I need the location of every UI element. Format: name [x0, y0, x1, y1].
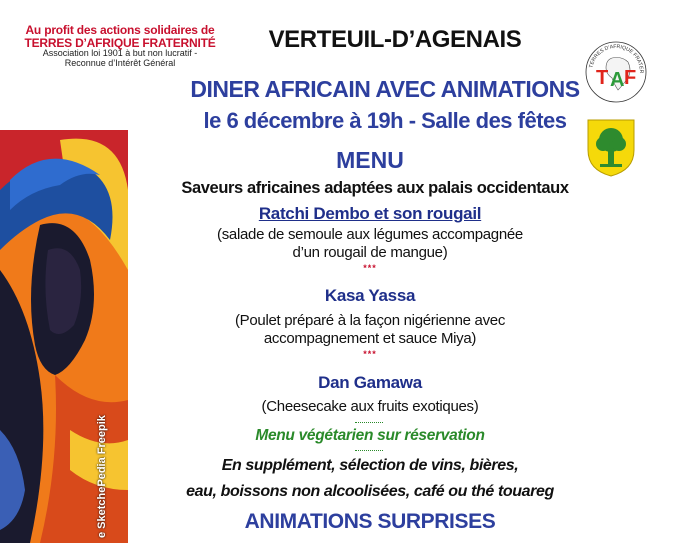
separator-stars: *** — [363, 349, 377, 359]
dotted-divider — [355, 422, 383, 423]
org-line-3: Association loi 1901 à but non lucratif - — [42, 48, 198, 59]
dish-1-description — [200, 226, 540, 263]
town-name: VERTEUIL-D’AGENAIS — [268, 26, 522, 53]
event-subtitle: le 6 décembre à 19h - Salle des fêtes — [203, 108, 567, 133]
org-line-4: Reconnue d’Intérêt Général — [64, 57, 176, 68]
dish-3-name: Dan Gamawa — [318, 373, 422, 392]
logo-ring-text: TERRES D'AFRIQUE FRATER — [588, 43, 645, 74]
dish-2-desc-line-1: (Poulet préparé à la façon nigérienne avec — [234, 312, 506, 329]
vegetarian-note: Menu végétarien sur réservation — [255, 427, 485, 444]
african-woman-portrait-icon — [0, 130, 128, 543]
logo-letter-a: A — [610, 69, 625, 91]
dish-3-desc-line-1: (Cheesecake aux fruits exotiques) — [261, 398, 479, 415]
organisation-block — [20, 24, 220, 68]
animations-heading: ANIMATIONS SURPRISES — [244, 510, 496, 533]
extras-line-1: En supplément, sélection de vins, bières, — [221, 457, 519, 474]
event-title: DINER AFRICAIN AVEC ANIMATIONS — [190, 76, 580, 102]
dish-2-name: Kasa Yassa — [324, 286, 416, 305]
dish-1-desc-line-2: d’un rougail de mangue) — [292, 244, 448, 262]
portrait-artwork — [0, 130, 128, 543]
separator-stars: *** — [363, 263, 377, 273]
dish-3-description — [220, 398, 520, 416]
menu-heading: MENU — [336, 147, 404, 173]
dish-1-name: Ratchi Dembo et son rougail — [258, 204, 482, 223]
dish-2-description — [200, 312, 540, 349]
extras-line-2: eau, boissons non alcoolisées, café ou thé touareg — [186, 483, 554, 500]
menu-tagline: Saveurs africaines adaptées aux palais occidentaux — [181, 179, 569, 197]
org-line-1: Au profit des actions solidaires de — [25, 23, 215, 37]
dish-2-desc-line-2: accompagnement et sauce Miya) — [263, 330, 477, 348]
org-name: TERRES D’AFRIQUE FRATERNITÉ — [24, 35, 216, 50]
logo-letter-t: T — [596, 67, 609, 89]
logo-letter-f: F — [624, 67, 637, 89]
dotted-divider — [355, 450, 383, 451]
dish-1-desc-line-1: (salade de semoule aux légumes accompagnée — [217, 226, 523, 243]
